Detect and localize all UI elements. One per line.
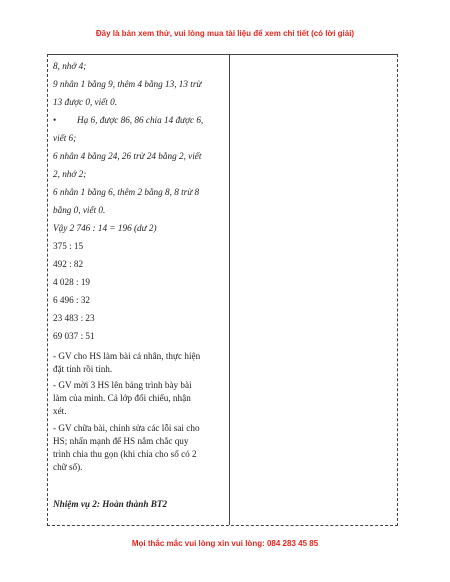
text-line: trình chia thu gọn (khi chia cho số có 2 — [53, 449, 197, 459]
text-line: chữ số). — [53, 462, 83, 472]
exercise-item: 375 : 15 — [53, 241, 84, 251]
preview-notice-banner: Đây là bản xem thử, vui lòng mua tài liệu để xem chi tiết (có lời giải) — [95, 29, 355, 38]
bullet-line — [53, 115, 203, 126]
text-line: Hạ 6, được 86, 86 chia 14 được 6, — [77, 115, 204, 125]
contact-notice-banner: Mọi thắc mắc vui lòng xin vui lòng: 084 283 45 85 — [131, 539, 319, 548]
text-line: - GV mời 3 HS lên bảng trình bày bài — [53, 380, 192, 390]
exercise-item: 6 496 : 32 — [53, 295, 91, 305]
exercise-item: 69 037 : 51 — [53, 331, 95, 341]
text-line: HS; nhấn mạnh để HS nắm chắc quy — [53, 436, 189, 446]
text-line: 8, nhớ 4; — [53, 61, 87, 71]
text-line: 6 nhân 1 bằng 6, thêm 2 bằng 8, 8 trừ 8 — [53, 187, 200, 197]
column-divider — [229, 55, 230, 525]
text-line: viết 6; — [53, 133, 77, 143]
text-line: 9 nhân 1 bằng 9, thêm 4 bằng 13, 13 trừ — [53, 79, 202, 89]
bullet-icon: • — [53, 115, 57, 125]
division-result: Vậy 2 746 : 14 = 196 (dư 2) — [53, 223, 157, 233]
exercise-item: 492 : 82 — [53, 259, 84, 269]
text-line: - GV chữa bài, chỉnh sửa các lỗi sai cho — [53, 423, 200, 433]
text-line: 6 nhân 4 bằng 24, 26 trừ 24 bằng 2, viết — [53, 151, 202, 161]
text-line: đặt tính rồi tính. — [53, 364, 113, 374]
text-line: bằng 0, viết 0. — [53, 205, 106, 215]
exercise-item: 4 028 : 19 — [53, 277, 91, 287]
exercise-item: 23 483 : 23 — [53, 313, 95, 323]
text-line: 13 được 0, viết 0. — [53, 97, 118, 107]
lesson-table — [47, 54, 398, 526]
text-line: - GV cho HS làm bài cá nhân, thực hiện — [53, 351, 201, 361]
text-line: làm của mình. Cả lớp đối chiếu, nhận — [53, 393, 191, 403]
text-line: 2, nhớ 2; — [53, 169, 87, 179]
text-line: xét. — [53, 406, 67, 416]
task-heading: Nhiệm vụ 2: Hoàn thành BT2 — [53, 499, 168, 509]
